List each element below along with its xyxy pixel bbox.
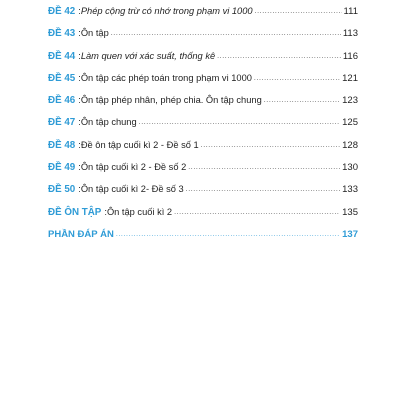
dot-leader xyxy=(264,95,340,103)
entry-page-number: 123 xyxy=(342,95,358,107)
dot-leader xyxy=(254,73,340,81)
dot-leader xyxy=(186,184,340,192)
entry-title: Làm quen với xác suất, thống kê xyxy=(80,50,216,61)
entry-separator: : xyxy=(78,139,81,150)
toc-entry xyxy=(48,162,358,184)
entry-separator: : xyxy=(78,28,81,39)
entry-label: ĐỀ 46 xyxy=(48,95,76,107)
entry-page-number: 111 xyxy=(343,6,358,17)
entry-separator: : xyxy=(78,50,81,61)
entry-page-number: 121 xyxy=(342,72,358,84)
table-of-contents xyxy=(48,6,358,251)
entry-separator: : xyxy=(78,162,81,173)
toc-entry-answers xyxy=(48,229,358,251)
entry-title: Ôn tập các phép toán trong phạm vi 1000 xyxy=(80,72,252,83)
toc-entry xyxy=(48,51,358,73)
entry-title: Ôn tập cuối kì 2 xyxy=(106,206,173,217)
entry-separator: : xyxy=(78,95,81,106)
entry-page-number: 116 xyxy=(342,50,358,62)
entry-page-number: 128 xyxy=(342,139,358,151)
entry-separator: : xyxy=(104,206,107,217)
entry-label: ĐỀ 43 xyxy=(48,28,76,40)
dot-leader xyxy=(139,117,340,125)
answer-section-title: PHẦN ĐÁP ÁN xyxy=(48,228,114,240)
entry-page-number: 125 xyxy=(342,117,358,129)
entry-page-number: 135 xyxy=(342,206,358,218)
dot-leader xyxy=(174,207,340,215)
entry-title: Ôn tập cuối kì 2 - Đề số 2 xyxy=(80,162,187,173)
toc-entry xyxy=(48,117,358,139)
entry-label: ĐỀ 47 xyxy=(48,117,76,129)
entry-page-number: 133 xyxy=(342,184,358,196)
dot-leader xyxy=(217,51,341,59)
entry-title: Đề ôn tập cuối kì 2 - Đề số 1 xyxy=(80,139,199,150)
entry-separator: : xyxy=(78,117,81,128)
toc-entry xyxy=(48,6,358,28)
entry-title: Phép cộng trừ có nhớ trong phạm vi 1000 xyxy=(80,6,253,16)
entry-title: Ôn tập xyxy=(80,28,109,39)
entry-label: ĐỀ 42 xyxy=(48,6,76,17)
entry-title: Ôn tập phép nhân, phép chia. Ôn tập chung xyxy=(80,95,262,106)
toc-entry xyxy=(48,73,358,95)
entry-label: ĐỀ 44 xyxy=(48,50,76,62)
entry-page-number: 130 xyxy=(342,162,358,174)
dot-leader xyxy=(116,229,340,237)
dot-leader xyxy=(201,140,340,148)
toc-entry xyxy=(48,140,358,162)
toc-entry xyxy=(48,28,358,50)
entry-label: ĐỀ 50 xyxy=(48,184,76,196)
toc-entry xyxy=(48,207,358,229)
dot-leader xyxy=(255,6,342,14)
entry-title: Ôn tập chung xyxy=(80,117,137,128)
dot-leader xyxy=(111,28,341,36)
entry-page-number: 113 xyxy=(342,28,358,40)
entry-label: ĐỀ 48 xyxy=(48,139,76,151)
entry-separator: : xyxy=(78,184,81,195)
toc-entry xyxy=(48,184,358,206)
entry-label: ĐỀ 45 xyxy=(48,72,76,84)
entry-label: ĐỀ 49 xyxy=(48,162,76,174)
entry-label: ĐỀ ÔN TẬP xyxy=(48,206,102,218)
toc-entry xyxy=(48,95,358,117)
entry-separator: : xyxy=(78,72,81,83)
dot-leader xyxy=(188,162,340,170)
entry-separator: : xyxy=(78,6,81,16)
answer-section-page-number: 137 xyxy=(342,228,358,240)
entry-title: Ôn tập cuối kì 2- Đề số 3 xyxy=(80,184,184,195)
